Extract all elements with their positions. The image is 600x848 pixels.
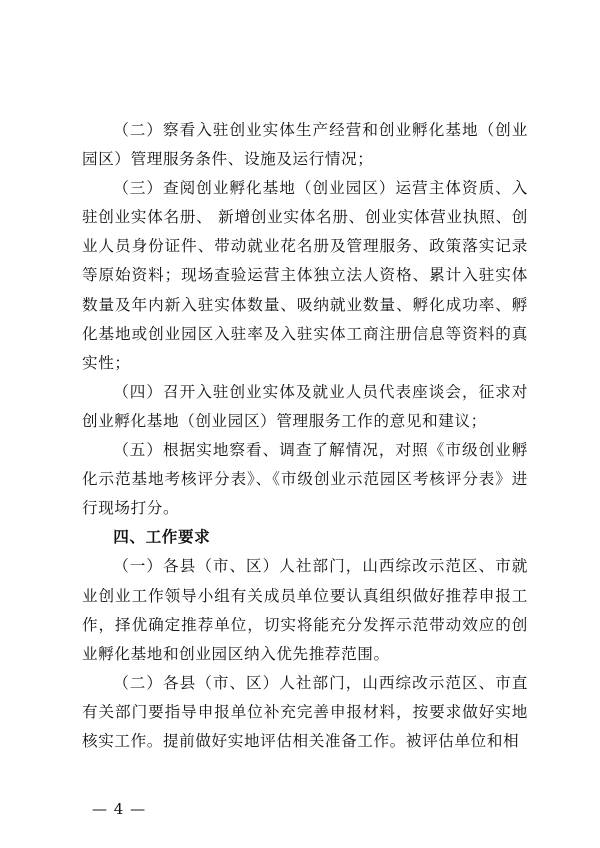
paragraph-hold-forum: （四）召开入驻创业实体及就业人员代表座谈会，征求对创业孵化基地（创业园区）管理服务工作的意见和建议； [82,382,528,430]
paragraph-review-records: （三）查阅创业孵化基地（创业园区）运营主体资质、入驻创业实体名册、 新增创业实体名册、创业实体营业执照、创业人员身份证件、带动就业花名册及管理服务、政策落实记录等原始资料；现场查验运营主体独立法人资格、累计入驻实体数量及年内新入驻实体数量、吸纳就业数量、孵化成功率、孵化基地或创业园区入驻率及入驻实体工商注册信息等资料的真实性； [82,179,528,372]
page-number: — 4 — [92,800,147,818]
section-heading-work-requirements: 四、工作要求 [113,528,211,547]
paragraph-inspect-conditions: （二）察看入驻创业实体生产经营和创业孵化基地（创业园区）管理服务条件、设施及运行情况； [82,121,528,169]
paragraph-recommendation-work: （一）各县（市、区）人社部门，山西综改示范区、市就业创业工作领导小组有关成员单位要认真组织做好推荐申报工作，择优确定推荐单位，切实将能充分发挥示范带动效应的创业孵化基地和创业园区纳入优先推荐范围。 [82,557,528,663]
paragraph-onsite-scoring: （五）根据实地察看、调查了解情况，对照《市级创业孵化示范基地考核评分表》、《市级创业示范园区考核评分表》进行现场打分。 [82,441,528,518]
document-body [82,116,528,756]
paragraph-guidance-materials: （二）各县（市、区）人社部门，山西综改示范区、市直有关部门要指导申报单位补充完善申报材料，按要求做好实地核实工作。提前做好实地评估相关准备工作。被评估单位和相 [82,673,528,750]
